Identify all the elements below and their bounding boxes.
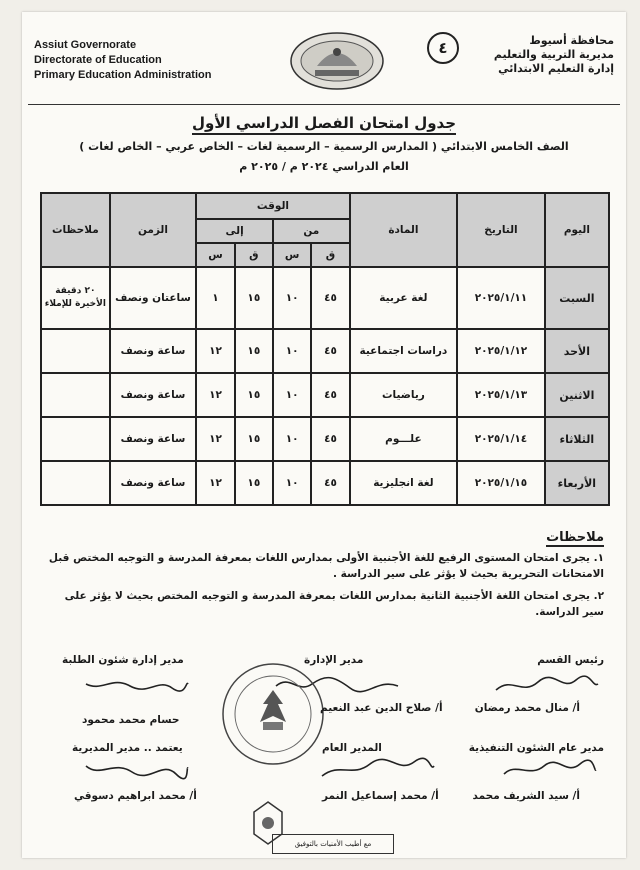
- table-row: [41, 267, 609, 329]
- col-from-header: من: [273, 219, 350, 243]
- col-day-header: اليوم: [545, 193, 609, 267]
- cell-note: [41, 329, 110, 373]
- cell-day: الاثنين: [545, 373, 609, 417]
- document-subtitle: الصف الخامس الابتدائي ( المدارس الرسمية – الرسمية لغات – الخاص عربي – الخاص لغات ): [79, 140, 569, 153]
- col-time-header: الوقت: [196, 193, 349, 219]
- cell-to-hour: ١٢: [196, 329, 234, 373]
- note-item: ٢. يجرى امتحان اللغة الأجنبية الثانية بمدارس اللغات بمعرفة المدرسة و التوجيه المختص بحيث لا يؤثر على سير الدراسة.: [64, 590, 604, 618]
- table-row: [41, 373, 609, 417]
- cell-duration: ساعة ونصف: [110, 461, 197, 505]
- cell-note: [41, 461, 110, 505]
- cell-subject: علـــوم: [350, 417, 458, 461]
- cell-from-hour: ١٠: [273, 329, 311, 373]
- official-seal-icon: [218, 660, 328, 768]
- cell-to-minute: ١٥: [235, 329, 273, 373]
- student-affairs-title: مدير إدارة شئون الطلبة: [62, 654, 184, 666]
- cell-date: ٢٠٢٥/١/١٢: [457, 329, 545, 373]
- col-notes-header: ملاحظات: [41, 193, 110, 267]
- cell-to-hour: ١٢: [196, 417, 234, 461]
- cell-day: الثلاثاء: [545, 417, 609, 461]
- cell-from-hour: ١٠: [273, 267, 311, 329]
- admin-manager-name: أ/ صلاح الدين عبد النعيم: [320, 702, 443, 714]
- student-affairs-name: حسام محمد محمود: [82, 714, 180, 726]
- cell-from-minute: ٤٥: [311, 267, 349, 329]
- cell-note: ٢٠ دقيقة الأخيرة للإملاء: [41, 267, 110, 329]
- header-ar-line: محافظة أسيوط: [529, 34, 614, 47]
- cell-duration: ساعة ونصف: [110, 373, 197, 417]
- cell-day: الأحد: [545, 329, 609, 373]
- table-row: [41, 417, 609, 461]
- col-date-header: التاريخ: [457, 193, 545, 267]
- cell-to-minute: ١٥: [235, 373, 273, 417]
- cell-subject: لغة عربية: [350, 267, 458, 329]
- col-to-header: إلى: [196, 219, 273, 243]
- table-row: [41, 329, 609, 373]
- col-subject-header: المادة: [350, 193, 458, 267]
- cell-duration: ساعة ونصف: [110, 417, 197, 461]
- header-en-line: Directorate of Education: [34, 54, 162, 66]
- header-en-line: Primary Education Administration: [34, 69, 212, 81]
- table-row: [41, 461, 609, 505]
- cell-from-minute: ٤٥: [311, 417, 349, 461]
- cell-note: [41, 373, 110, 417]
- col-from-minute: ق: [311, 243, 349, 267]
- academic-year: العام الدراسي ٢٠٢٤ م / ٢٠٢٥ م: [239, 160, 409, 173]
- exam-schedule-table: [40, 192, 610, 506]
- cell-duration: ساعة ونصف: [110, 329, 197, 373]
- cell-from-hour: ١٠: [273, 461, 311, 505]
- header-english: [34, 38, 211, 83]
- document-title: جدول امتحان الفصل الدراسي الأول: [22, 114, 626, 132]
- header-ar-line: إدارة التعليم الابتدائي: [498, 62, 614, 75]
- general-manager-title: المدير العام: [322, 742, 382, 754]
- cell-day: السبت: [545, 267, 609, 329]
- signature-scribble-icon: [82, 672, 192, 696]
- signature-scribble-icon: [82, 756, 192, 782]
- dept-head-title: رئيس القسم: [537, 654, 604, 666]
- cell-from-hour: ١٠: [273, 417, 311, 461]
- exec-affairs-title: مدير عام الشئون التنفيذية: [468, 742, 604, 754]
- general-manager-name: أ/ محمد إسماعيل النمر: [322, 790, 439, 802]
- col-to-minute: ق: [235, 243, 273, 267]
- page-number-badge: ٤: [427, 32, 459, 64]
- cell-to-hour: ١٢: [196, 461, 234, 505]
- col-duration-header: الزمن: [110, 193, 197, 267]
- directorate-logo-icon: [287, 30, 387, 92]
- cell-note: [41, 417, 110, 461]
- cell-date: ٢٠٢٥/١/١١: [457, 267, 545, 329]
- cell-subject: رياضيات: [350, 373, 458, 417]
- header-ar-line: مديرية التربية والتعليم: [493, 48, 614, 61]
- header-en-line: Assiut Governorate: [34, 39, 137, 51]
- cell-from-minute: ٤٥: [311, 329, 349, 373]
- col-from-hour: س: [273, 243, 311, 267]
- exec-affairs-name: أ/ سيد الشريف محمد: [472, 790, 580, 802]
- exam-schedule-document: [22, 12, 626, 858]
- cell-to-minute: ١٥: [235, 417, 273, 461]
- dept-head-name: أ/ منال محمد رمضان: [474, 702, 580, 714]
- header-arabic: [494, 34, 614, 76]
- cell-from-minute: ٤٥: [311, 461, 349, 505]
- cell-to-hour: ١: [196, 267, 234, 329]
- cell-duration: ساعتان ونصف: [110, 267, 197, 329]
- cell-to-minute: ١٥: [235, 267, 273, 329]
- cell-date: ٢٠٢٥/١/١٤: [457, 417, 545, 461]
- note-item: ١. يجرى امتحان المستوى الرفيع للغة الأجنبية الأولى بمدارس اللغات بمعرفة المدرسة و التوجيه المختص قبل الامتحانات التحريرية بحيث لا يؤثر على سير الدراسة .: [48, 552, 604, 580]
- notes-title: ملاحظات: [546, 530, 604, 545]
- signature-scribble-icon: [492, 672, 602, 698]
- approval-title: يعتمد .. مدير المديرية: [72, 742, 183, 754]
- footer-wishes: مع أطيب الأمنيات بالتوفيق: [272, 834, 394, 854]
- cell-subject: دراسات اجتماعية: [350, 329, 458, 373]
- cell-subject: لغة انجليزية: [350, 461, 458, 505]
- cell-from-minute: ٤٥: [311, 373, 349, 417]
- header-divider: [28, 104, 620, 105]
- signature-scribble-icon: [500, 758, 600, 782]
- cell-to-minute: ١٥: [235, 461, 273, 505]
- signature-scribble-icon: [318, 756, 438, 782]
- cell-date: ٢٠٢٥/١/١٥: [457, 461, 545, 505]
- cell-day: الأربعاء: [545, 461, 609, 505]
- admin-manager-title: مدير الإدارة: [304, 654, 364, 666]
- directorate-manager-name: أ/ محمد ابراهيم دسوقي: [74, 790, 197, 802]
- col-to-hour: س: [196, 243, 234, 267]
- cell-from-hour: ١٠: [273, 373, 311, 417]
- cell-to-hour: ١٢: [196, 373, 234, 417]
- cell-date: ٢٠٢٥/١/١٣: [457, 373, 545, 417]
